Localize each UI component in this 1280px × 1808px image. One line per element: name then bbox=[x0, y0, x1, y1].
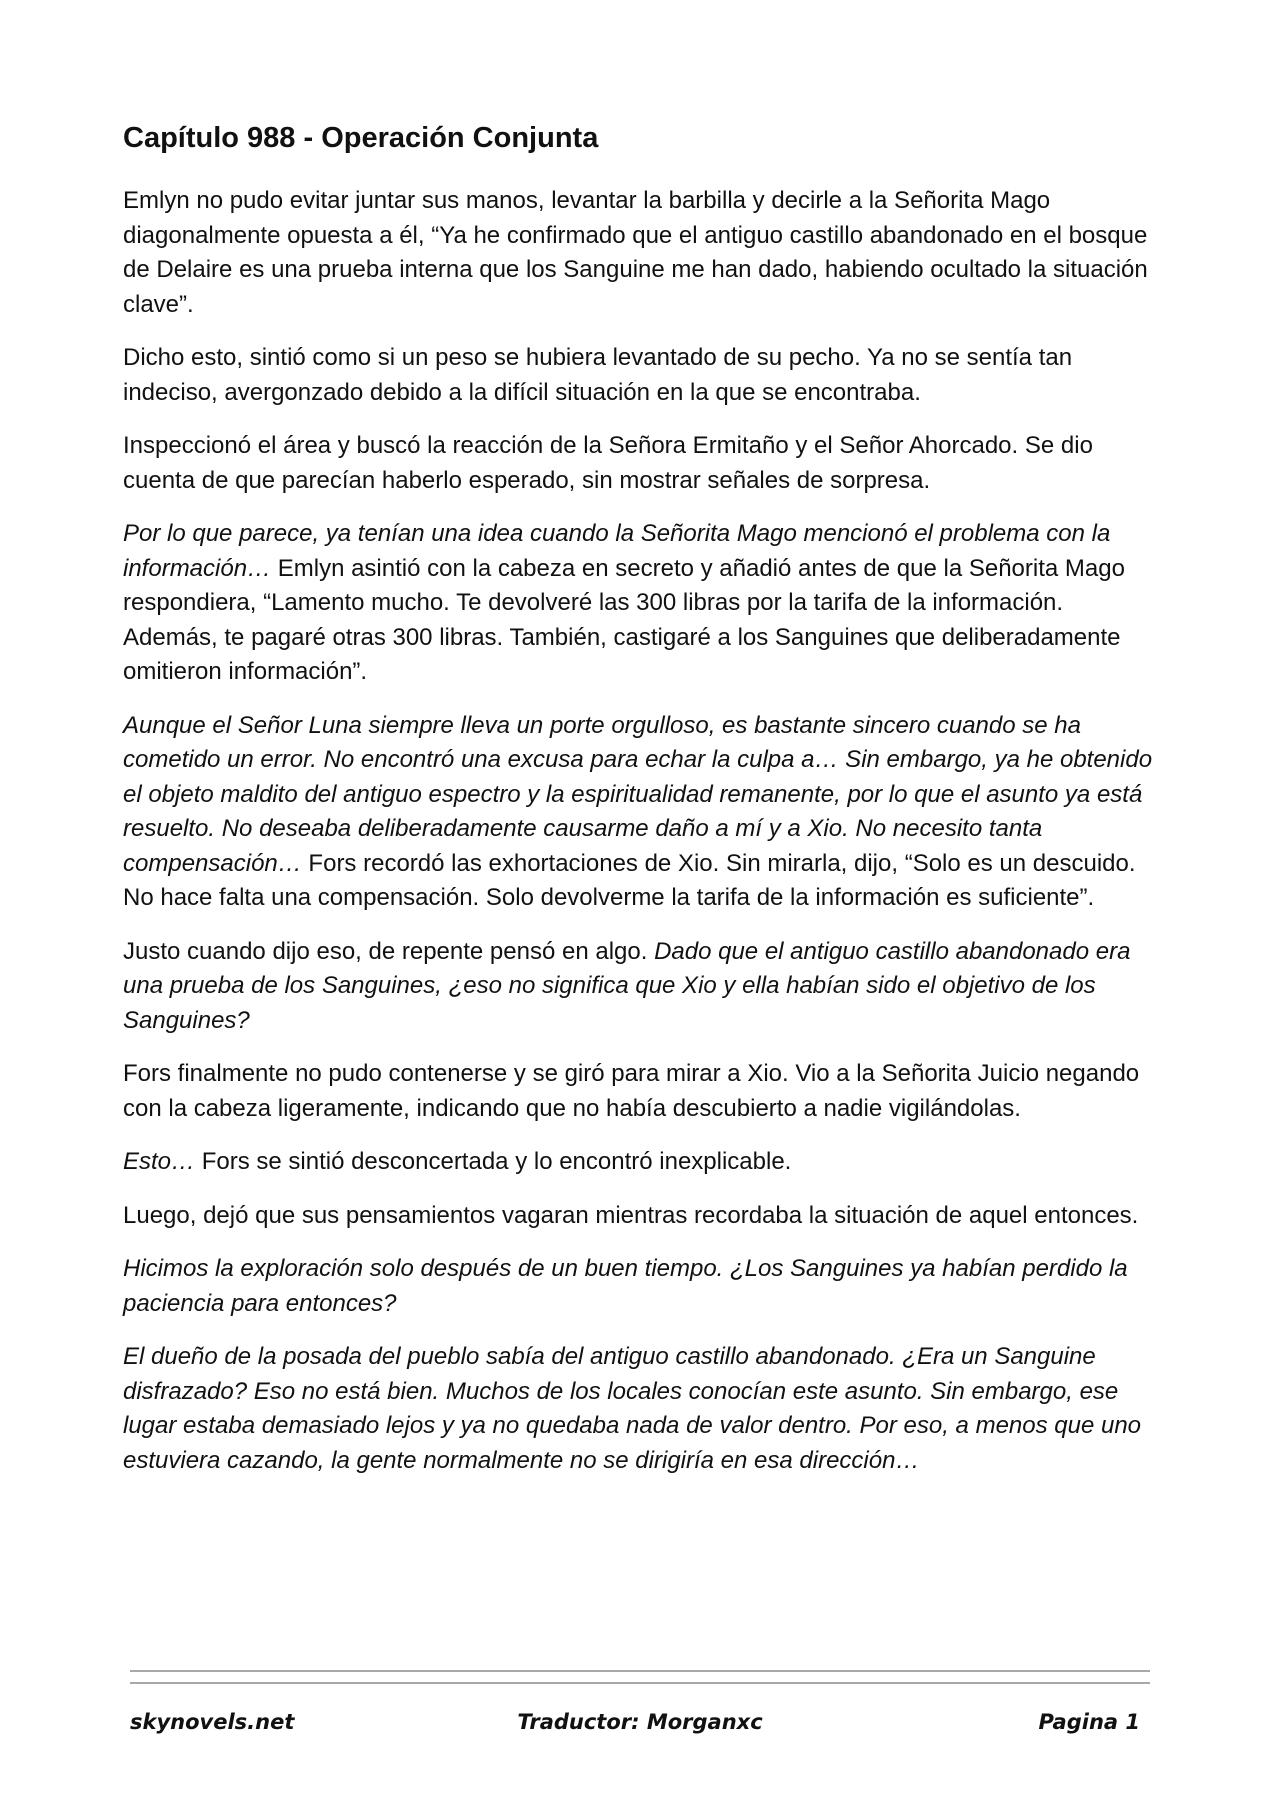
document-body bbox=[123, 118, 1158, 1497]
paragraph-text: Fors finalmente no pudo contenerse y se giró para mirar a Xio. Vio a la Señorita Juicio negando con la cabeza ligeramente, indicando que no había descubierto a nadie vigilándolas. bbox=[123, 1060, 1140, 1122]
paragraph-text: Fors recordó las exhortaciones de Xio. Sin mirarla, dijo, “Solo es un descuido. No hace falta una compensación. Solo devolverme la tarifa de la información es suficiente”. bbox=[123, 849, 1136, 911]
paragraph-text: Emlyn no pudo evitar juntar sus manos, levantar la barbilla y decirle a la Señorita Mago diagonalmente opuesta a él, “Ya he confirmado que el antiguo castillo abandonado en el bosque de Delaire es una prueba interna que los Sanguine me han dado, habiendo ocultado la situación clave”. bbox=[123, 187, 1148, 318]
paragraph bbox=[123, 935, 1158, 1039]
paragraph bbox=[123, 184, 1158, 322]
paragraph-italic-text: Hicimos la exploración solo después de un buen tiempo. ¿Los Sanguines ya habían perdido la paciencia para entonces? bbox=[123, 1255, 1128, 1317]
paragraph bbox=[123, 1057, 1158, 1126]
footer-translator: Traductor: Morganxc bbox=[517, 1710, 763, 1734]
footer-site-name: skynovels.net bbox=[130, 1710, 295, 1734]
paragraph bbox=[123, 1340, 1158, 1478]
paragraph-italic-text: Aunque el Señor Luna siempre lleva un porte orgulloso, es bastante sincero cuando se ha cometido un error. No encontró una excusa para echar la culpa a… Sin embargo, ya he obtenido el objeto maldito del antiguo espectro y la espiritualidad remanente, por lo que el asunto ya está resuelto. No deseaba deliberadamente causarme daño a mí y a Xio. No necesito tanta compensación… bbox=[123, 711, 1153, 877]
paragraph-italic-text: El dueño de la posada del pueblo sabía del antiguo castillo abandonado. ¿Era un Sanguine disfrazado? Eso no está bien. Muchos de los locales conocían este asunto. Sin embargo, ese lugar estaba demasiado lejos y ya no quedaba nada de valor dentro. Por eso, a menos que uno estuviera cazando, la gente normalmente no se dirigiría en esa dirección… bbox=[123, 1343, 1142, 1474]
paragraph bbox=[123, 1145, 1158, 1180]
footer-page-number: Pagina 1 bbox=[1038, 1710, 1140, 1734]
page-footer bbox=[130, 1710, 1150, 1750]
paragraph bbox=[123, 517, 1158, 690]
paragraph-italic-text: Esto… bbox=[123, 1148, 196, 1175]
paragraph-text: Justo cuando dijo eso, de repente pensó en algo. bbox=[123, 937, 655, 965]
paragraph-text: Inspeccionó el área y buscó la reacción de la Señora Ermitaño y el Señor Ahorcado. Se dio cuenta de que parecían haberlo esperado, sin mostrar señales de sorpresa. bbox=[123, 432, 1093, 494]
paragraph bbox=[123, 1252, 1158, 1321]
paragraph bbox=[123, 429, 1158, 498]
paragraph-text: Luego, dejó que sus pensamientos vagaran mientras recordaba la situación de aquel entonces. bbox=[123, 1201, 1139, 1229]
footer-divider-top bbox=[130, 1670, 1150, 1672]
paragraph-list bbox=[123, 184, 1158, 1478]
paragraph-italic-text: Por lo que parece, ya tenían una idea cuando la Señorita Mago mencionó el problema con la información… bbox=[123, 520, 1111, 582]
chapter-title: Capítulo 988 - Operación Conjunta bbox=[123, 122, 599, 154]
footer-divider-bottom bbox=[130, 1682, 1150, 1684]
paragraph-text: Emlyn asintió con la cabeza en secreto y añadió antes de que la Señorita Mago respondiera, “Lamento mucho. Te devolveré las 300 libras por la tarifa de la información. Además, te pagaré otras 300 libras. También, castigaré a los Sanguines que deliberadamente omitieron información”. bbox=[123, 554, 1125, 685]
paragraph-text: Dicho esto, sintió como si un peso se hubiera levantado de su pecho. Ya no se sentía tan indeciso, avergonzado debido a la difícil situación en la que se encontraba. bbox=[123, 344, 1073, 406]
paragraph bbox=[123, 341, 1158, 410]
paragraph bbox=[123, 709, 1158, 916]
paragraph-text: Fors se sintió desconcertada y lo encontró inexplicable. bbox=[195, 1148, 792, 1175]
paragraph bbox=[123, 1199, 1158, 1234]
paragraph-italic-text: Dado que el antiguo castillo abandonado era una prueba de los Sanguines, ¿eso no significa que Xio y ella habían sido el objetivo de los Sanguines? bbox=[123, 937, 1131, 1034]
